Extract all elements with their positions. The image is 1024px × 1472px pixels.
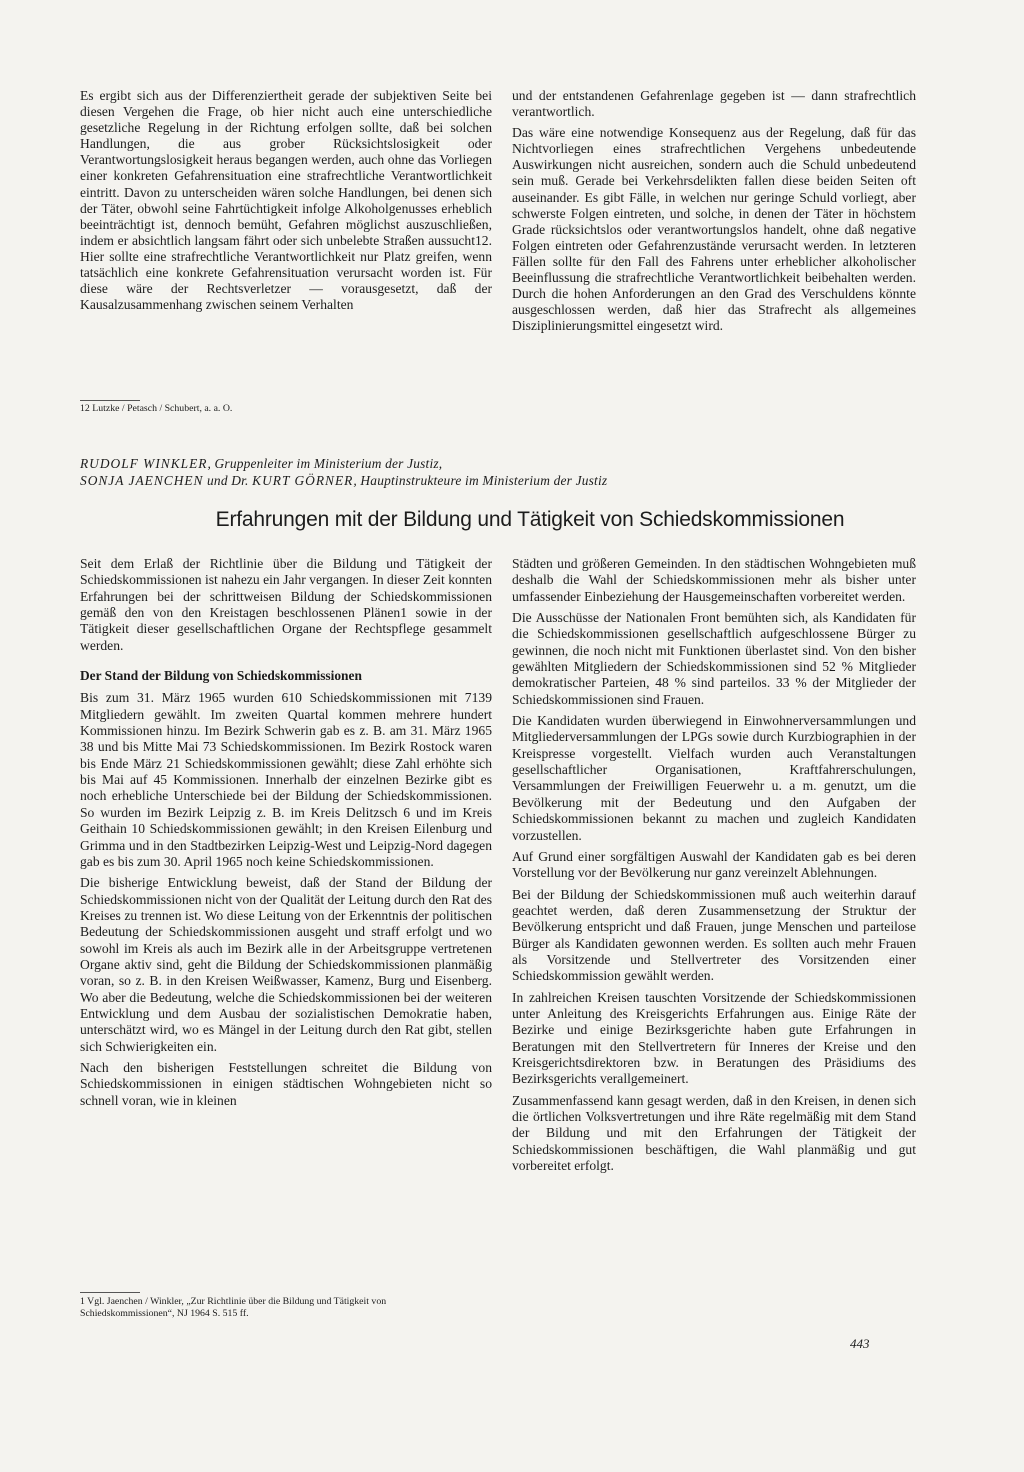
- author-name: SONJA JAENCHEN: [80, 473, 204, 488]
- footnote: 12 Lutzke / Petasch / Schubert, a. a. O.: [80, 403, 233, 414]
- paragraph: In zahlreichen Kreisen tauschten Vorsitzende der Schiedskommissionen unter Anleitung des Kreisgerichts Erfahrungen aus. Einige Räte der Bezirke und einige Bezirksgerichte haben gute Erfahrungen in Beratungen mit den Stellvertretern für Inneres der Kreise und den Kreisgerichtsdirektoren bzw. in Beratungen des Präsidiums des Bezirksgerichts verallgemeinert.: [512, 989, 916, 1087]
- author-role: , Hauptinstrukteure im Ministerium der Justiz: [353, 473, 608, 488]
- author-name: RUDOLF WINKLER: [80, 456, 208, 471]
- author-name: KURT GÖRNER: [252, 473, 354, 488]
- paragraph: Es ergibt sich aus der Differenziertheit gerade der subjektiven Seite bei diesen Vergehen die Frage, ob hier nicht auch eine unterschiedliche gesetzliche Regelung in der Richtung erfolgen sollte, daß bei solchen Handlungen, die aus grober Rücksichtslosigkeit oder Verantwortungslosigkeit heraus begangen werden, auch ohne das Vorliegen einer konkreten Gefahrensituation eine strafrechtliche Verantwortlichkeit eintritt. Davon zu unterscheiden wären solche Handlungen, bei denen sich der Täter, obwohl seine Fahrtüchtigkeit infolge Alkoholgenusses erheblich beeinträchtigt ist, dennoch bemüht, Gefahren möglichst auszuschließen, indem er absichtlich langsam fährt oder sich unbelebte Straßen aussucht12. Hier sollte eine strafrechtliche Verantwortlichkeit nur Platz greifen, wenn tatsächlich eine konkrete Gefahrensituation verursacht worden ist. Für diese wäre der Rechtsverletzer — vorausgesetzt, daß der Kausalzusammenhang zwischen seinem Verhalten: [80, 88, 492, 313]
- article-title: Erfahrungen mit der Bildung und Tätigkeit von Schiedskommissionen: [215, 508, 845, 531]
- paragraph: Bis zum 31. März 1965 wurden 610 Schiedskommissionen mit 7139 Mitgliedern gewählt. Im zweiten Quartal kommen mehrere hundert Kommissionen hinzu. Im Bezirk Schwerin gab es z. B. am 31. März 1965 38 und bis Mitte Mai 73 Schiedskommissionen. Im Bezirk Rostock waren bis Ende März 21 Schiedskommissionen gewählt; diese Zahl erhöhte sich bis Mai auf 45 Kommissionen. Innerhalb der einzelnen Bezirke gibt es noch erhebliche Unterschiede bei der Bildung der Schiedskommissionen. So wurden im Bezirk Leipzig z. B. im Kreis Delitzsch 6 und im Kreis Geithain 10 Schiedskommissionen gewählt; in den Kreisen Eilenburg und Grimma und in den Stadtbezirken Leipzig-West und Leipzig-Nord dagegen gab es bis zum 30. April 1965 noch keine Schiedskommissionen.: [80, 690, 492, 869]
- author-line: [80, 472, 780, 489]
- paragraph: Die bisherige Entwicklung beweist, daß der Stand der Bildung der Schiedskommissionen nicht von der Qualität der Leitung durch den Rat des Kreises zu trennen ist. Wo diese Leitung von der Erkenntnis der politischen Bedeutung der Schiedskommissionen ausgeht und straff erfolgt und wo sowohl im Kreis als auch im Bezirk alle in der Arbeitsgruppe vertretenen Organe aktiv sind, geht die Bildung der Schiedskommissionen planmäßig voran, so z. B. in den Kreisen Weißwasser, Kamenz, Burg und Eisenberg. Wo aber die Bedeutung, welche die Schiedskommissionen bei der weiteren Entwicklung und dem Ausbau der sozialistischen Demokratie haben, unterschätzt wird, wo es Mängel in der Leitung durch den Rat gibt, stellen sich Schwierigkeiten ein.: [80, 875, 492, 1054]
- paragraph: Das wäre eine notwendige Konsequenz aus der Regelung, daß für das Nichtvorliegen eines strafrechtlichen Vergehens unbedeutende Auswirkungen nicht ausreichen, sondern auch die Schuld unbedeutend sein muß. Gerade bei Verkehrsdelikten fallen diese beiden Seiten oft auseinander. Es gibt Fälle, in welchen nur geringe Schuld vorliegt, aber schwerste Folgen eintreten, und solche, in denen der Täter in höchstem Grade rücksichtslos oder verantwortungslos handelt, ohne daß negative Folgen eintreten oder Gefahrenzustände verursacht werden. In letzteren Fällen sollte für den Fall des Fahrens unter erheblicher alkoholischer Beeinflussung die strafrechtliche Verantwortlichkeit beibehalten werden. Durch die hohen Anforderungen an den Grad des Verschuldens könnte ausgeschlossen werden, daß hier das Strafrecht als allgemeines Disziplinierungsmittel eingesetzt wird.: [512, 125, 916, 334]
- footnote-rule: [80, 400, 140, 401]
- section-heading: Der Stand der Bildung von Schiedskommissionen: [80, 668, 362, 684]
- paragraph: Zusammenfassend kann gesagt werden, daß in den Kreisen, in denen sich die örtlichen Volksvertretungen und ihre Räte regelmäßig mit dem Stand der Bildung und mit den Erfahrungen der Tätigkeit der Schiedskommissionen beschäftigen, die Wahl planmäßig und gut vorbereitet erfolgt.: [512, 1092, 916, 1174]
- paragraph: Nach den bisherigen Feststellungen schreitet die Bildung von Schiedskommissionen in einigen städtischen Wohngebieten nicht so schnell voran, wie in kleinen: [80, 1059, 492, 1108]
- author-role: , Gruppenleiter im Ministerium der Justiz,: [207, 456, 443, 471]
- article-left-column: [80, 556, 492, 1114]
- footnote-rule: [80, 1292, 140, 1293]
- author-connector: und Dr.: [203, 473, 253, 488]
- paragraph: Die Ausschüsse der Nationalen Front bemühten sich, als Kandidaten für die Schiedskommissionen gesellschaftlich aufgeschlossene Bürger zu gewinnen, die noch nicht mit Funktionen überlastet sind. Von den bisher gewählten Mitgliedern der Schiedskommissionen sind 52 % Mitglieder demokratischer Parteien, 48 % sind parteilos. 33 % der Mitglieder der Schiedskommissionen sind Frauen.: [512, 610, 916, 707]
- paragraph: und der entstandenen Gefahrenlage gegeben ist — dann strafrechtlich verantwortlich.: [512, 88, 916, 120]
- paragraph: Bei der Bildung der Schiedskommissionen muß auch weiterhin darauf geachtet werden, daß deren Zusammensetzung der Struktur der Bevölkerung entspricht und daß Frauen, junge Menschen und parteilose Bürger als Kandidaten gewonnen werden. Es sollten auch mehr Frauen als Vorsitzende und Stellvertreter des Vorsitzenden einer Schiedskommission gewählt werden.: [512, 886, 916, 984]
- upper-right-column: [512, 88, 916, 339]
- author-block: [80, 455, 780, 489]
- page-number: 443: [850, 1336, 870, 1351]
- paragraph: Auf Grund einer sorgfältigen Auswahl der Kandidaten gab es bei deren Vorstellung vor der Bevölkerung nur ganz vereinzelt Ablehnungen.: [512, 848, 916, 881]
- footnote: 1 Vgl. Jaenchen / Winkler, „Zur Richtlinie über die Bildung und Tätigkeit von Schiedskommissionen“, NJ 1964 S. 515 ff.: [80, 1296, 387, 1319]
- paragraph: Städten und größeren Gemeinden. In den städtischen Wohngebieten muß deshalb die Wahl der Schiedskommissionen mehr als bisher unter umfassender Einbeziehung der Hausgemeinschaften vorbereitet werden.: [512, 556, 916, 604]
- intro-paragraph: Seit dem Erlaß der Richtlinie über die Bildung und Tätigkeit der Schiedskommissionen ist nahezu ein Jahr vergangen. In dieser Zeit konnten Erfahrungen bei der schrittweisen Bildung der Schiedskommissionen gemäß den von den Kreistagen beschlossenen Plänen1 sowie in der Tätigkeit dieser gesellschaftlichen Organe der Rechtspflege gesammelt werden.: [80, 556, 492, 653]
- upper-left-column: [80, 88, 492, 318]
- author-line: [80, 455, 780, 472]
- article-right-column: [512, 556, 916, 1179]
- paragraph: Die Kandidaten wurden überwiegend in Einwohnerversammlungen und Mitgliederversammlungen der LPGs sowie durch Kurzbiographien in der Kreispresse vorgestellt. Vielfach wurden auch Veranstaltungen gesellschaftlicher Organisationen, Kraftfahrerschulungen, Versammlungen der Freiwilligen Feuerwehr u. a m. genutzt, um die Bevölkerung mit der Bedeutung und den Aufgaben der Schiedskommissionen bekannt zu machen und zugleich Kandidaten vorzustellen.: [512, 713, 916, 843]
